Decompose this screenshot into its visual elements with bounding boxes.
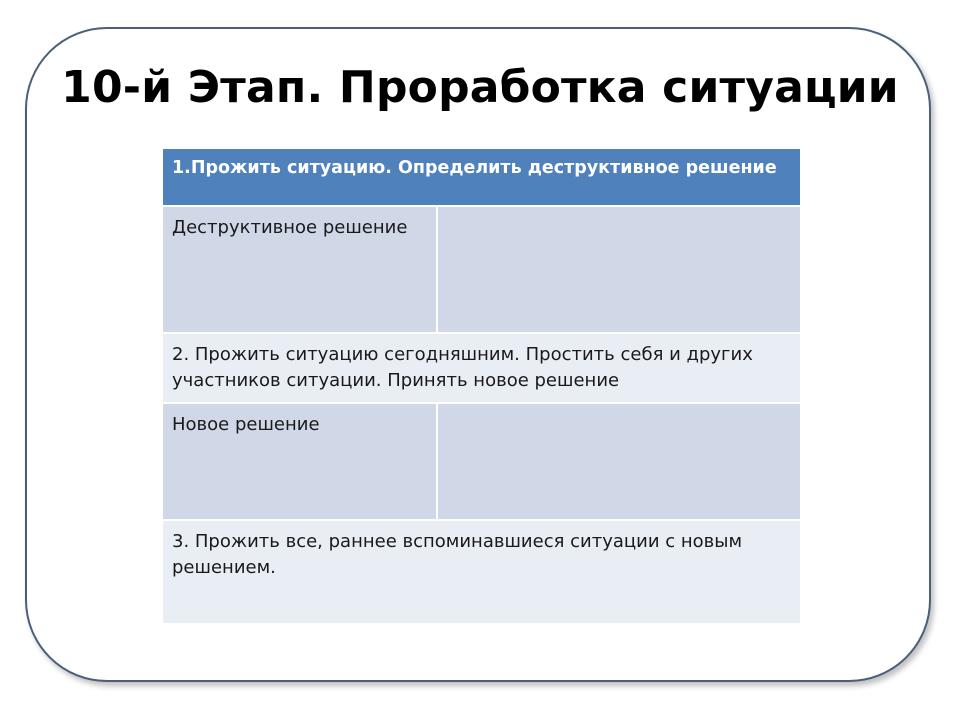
table-header-row (162, 148, 801, 206)
step1-header-cell: 1.Прожить ситуацию. Определить деструктивное решение (162, 148, 801, 206)
slide-title: 10-й Этап. Проработка ситуации (61, 62, 899, 113)
new-decision-row (162, 403, 801, 520)
step3-row (162, 520, 801, 624)
new-decision-value-cell (437, 403, 801, 520)
steps-table (161, 147, 802, 625)
destructive-label-cell: Деструктивное решение (162, 206, 437, 333)
new-decision-label-cell: Новое решение (162, 403, 437, 520)
step2-row (162, 333, 801, 403)
destructive-row (162, 206, 801, 333)
step2-cell: 2. Прожить ситуацию сегодняшним. Простить себя и других участников ситуации. Принять новое решение (162, 333, 801, 403)
destructive-value-cell (437, 206, 801, 333)
step3-cell: 3. Прожить все, раннее вспоминавшиеся ситуации с новым решением. (162, 520, 801, 624)
